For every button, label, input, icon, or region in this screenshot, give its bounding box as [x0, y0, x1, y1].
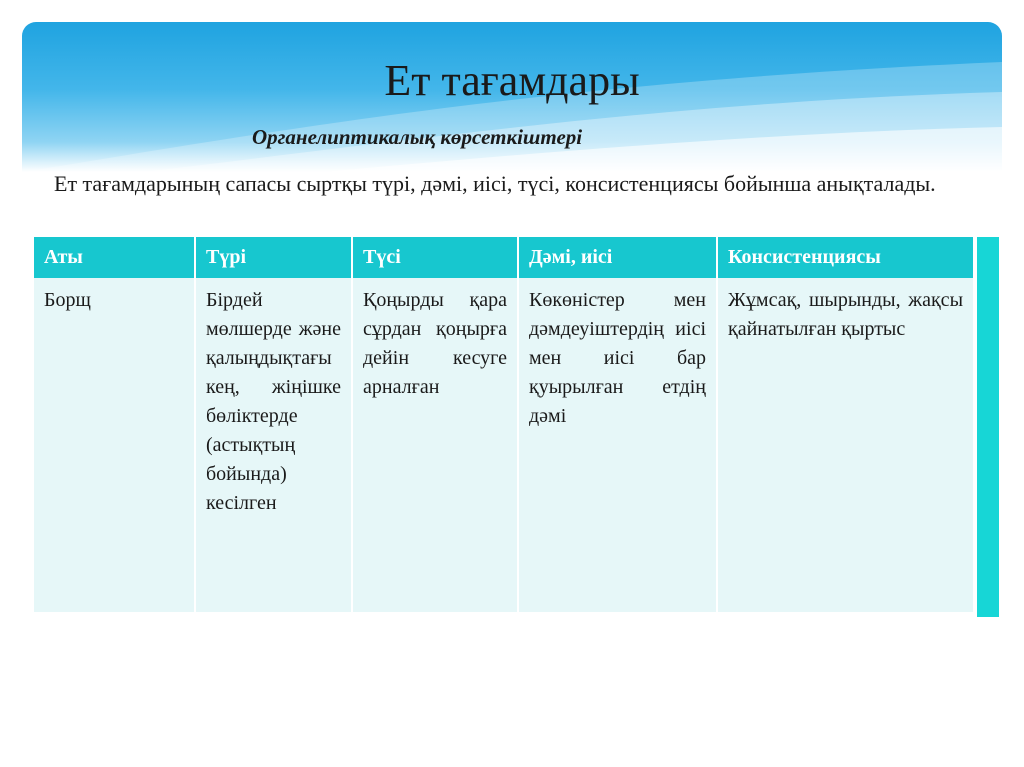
- cell-taste-smell: Көкөністер мен дәмдеуіштердің иісі мен иісі бар қуырылған етдің дәмі: [518, 278, 717, 612]
- header-taste-smell: Дәмі, иісі: [518, 237, 717, 278]
- page-title: Ет тағамдары: [384, 56, 640, 105]
- table-header-row: [34, 237, 974, 278]
- cell-name: Борщ: [34, 278, 195, 612]
- header-color: Түсі: [352, 237, 518, 278]
- quality-table: [34, 237, 975, 612]
- table-row: [34, 278, 974, 612]
- intro-text: Ет тағамдарының сапасы сыртқы түрі, дәмі, иісі, түсі, консистенциясы бойынша анықталады.: [54, 171, 936, 196]
- slide: [22, 22, 1002, 745]
- cell-color: Қоңырды қара сұрдан қоңырға дейін кесуге арналған: [352, 278, 518, 612]
- table-side-bar: [974, 237, 999, 617]
- subtitle: Органелиптикалық көрсеткіштері: [252, 125, 583, 149]
- header-name: Аты: [34, 237, 195, 278]
- cell-appearance: Бірдей мөлшерде және қалыңдықтағы кең, жіңішке бөліктерде (астықтың бойында) кесілген: [195, 278, 352, 612]
- header-appearance: Түрі: [195, 237, 352, 278]
- cell-consistency: Жұмсақ, шырынды, жақсы қайнатылған қыртыс: [717, 278, 974, 612]
- header-consistency: Консистенциясы: [717, 237, 974, 278]
